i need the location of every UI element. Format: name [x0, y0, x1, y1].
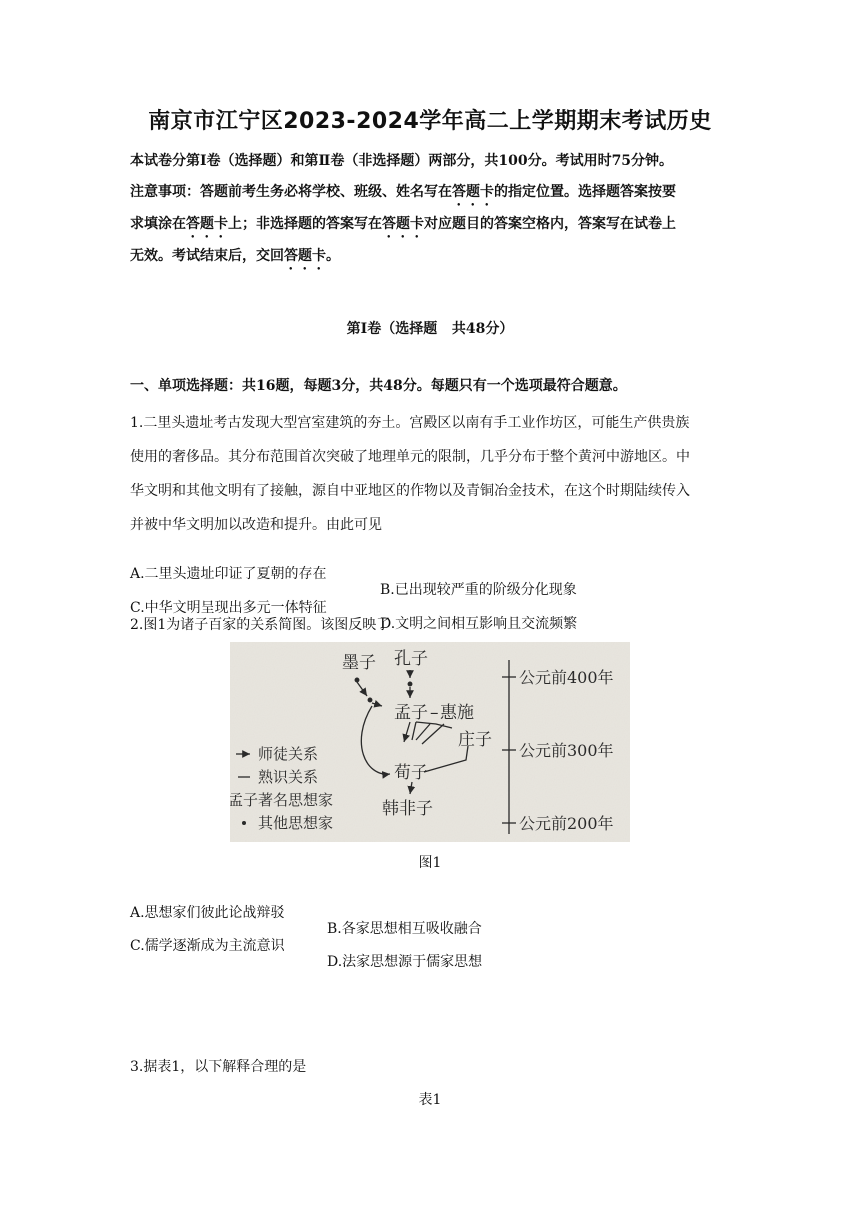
name-kongzi: 孔子: [394, 649, 428, 669]
page-title: 南京市江宁区2023-2024学年高二上学期期末考试历史: [148, 109, 712, 134]
option-b[interactable]: B.各家思想相互吸收融合: [327, 921, 482, 937]
option-d[interactable]: D.文明之间相互影响且交流频繁: [380, 616, 578, 632]
option-c[interactable]: C.中华文明呈现出多元一体特征: [130, 600, 327, 616]
question-line: 华文明和其他文明有了接触，源自中亚地区的作物以及青铜冶金技术，在这个时期陆续传入: [130, 483, 690, 499]
option-a[interactable]: A.思想家们彼此论战辩驳: [130, 905, 285, 921]
figure-caption: 图1: [418, 855, 442, 871]
part-heading: 一、单项选择题：共16题，每题3分，共48分。每题只有一个选项最符合题意。: [130, 378, 627, 394]
option-d[interactable]: D.法家思想源于儒家思想: [327, 954, 483, 970]
legend-dot-icon: [242, 821, 246, 825]
legend-famous: 孟子著名思想家: [230, 791, 334, 809]
name-hanfeizi: 韩非子: [382, 799, 433, 819]
timeline-label: 公元前300年: [519, 741, 614, 760]
dash: –: [430, 703, 439, 723]
section-heading: 第Ⅰ卷（选择题 共48分）: [346, 321, 514, 337]
timeline-label: 公元前400年: [519, 668, 614, 687]
table-caption: 表1: [418, 1092, 442, 1108]
question-2-stem: 2.图1为诸子百家的关系简图。该图反映了: [130, 617, 391, 633]
instructions-line: 注意事项：答题前考生务必将学校、班级、姓名写在答题卡的指定位置。选择题答案按要: [130, 184, 676, 200]
timeline-label: 公元前200年: [519, 814, 614, 833]
question-1-stem: [130, 406, 734, 542]
name-huishi: 惠施: [440, 703, 474, 723]
name-xunzi: 荀子: [394, 763, 428, 783]
diagram-svg: [230, 642, 630, 842]
option-a[interactable]: A.二里头遗址印证了夏朝的存在: [130, 566, 327, 582]
instructions-line: 无效。考试结束后，交回答题卡。: [130, 248, 340, 264]
option-b[interactable]: B.已出现较严重的阶级分化现象: [380, 582, 577, 598]
name-mozi: 墨子: [342, 653, 376, 673]
question-3-stem: 3.据表1，以下解释合理的是: [130, 1059, 307, 1075]
legend-teacher: 师徒关系: [258, 745, 319, 763]
question-line: 使用的奢侈品。其分布范围首次突破了地理单元的限制，几乎分布于整个黄河中游地区。中: [130, 449, 690, 465]
exam-instructions: [130, 146, 740, 273]
instructions-line: 求填涂在答题卡上；非选择题的答案写在答题卡对应题目的答案空格内，答案写在试卷上: [130, 216, 676, 232]
instructions-line: 本试卷分第Ⅰ卷（选择题）和第Ⅱ卷（非选择题）两部分，共100分。考试用时75分钟。: [130, 153, 674, 169]
figure-1-relationship-diagram: [230, 642, 630, 842]
legend-other: 其他思想家: [258, 814, 334, 832]
option-c[interactable]: C.儒学逐渐成为主流意识: [130, 938, 285, 954]
name-mengzi: 孟子: [394, 703, 428, 723]
question-line: 并被中华文明加以改造和提升。由此可见: [130, 517, 382, 533]
legend-acquaint: 熟识关系: [258, 768, 319, 786]
question-line: 1.二里头遗址考古发现大型宫室建筑的夯土。宫殿区以南有手工业作坊区，可能生产供贵族: [130, 415, 690, 431]
name-zhuangzi: 庄子: [458, 730, 492, 750]
